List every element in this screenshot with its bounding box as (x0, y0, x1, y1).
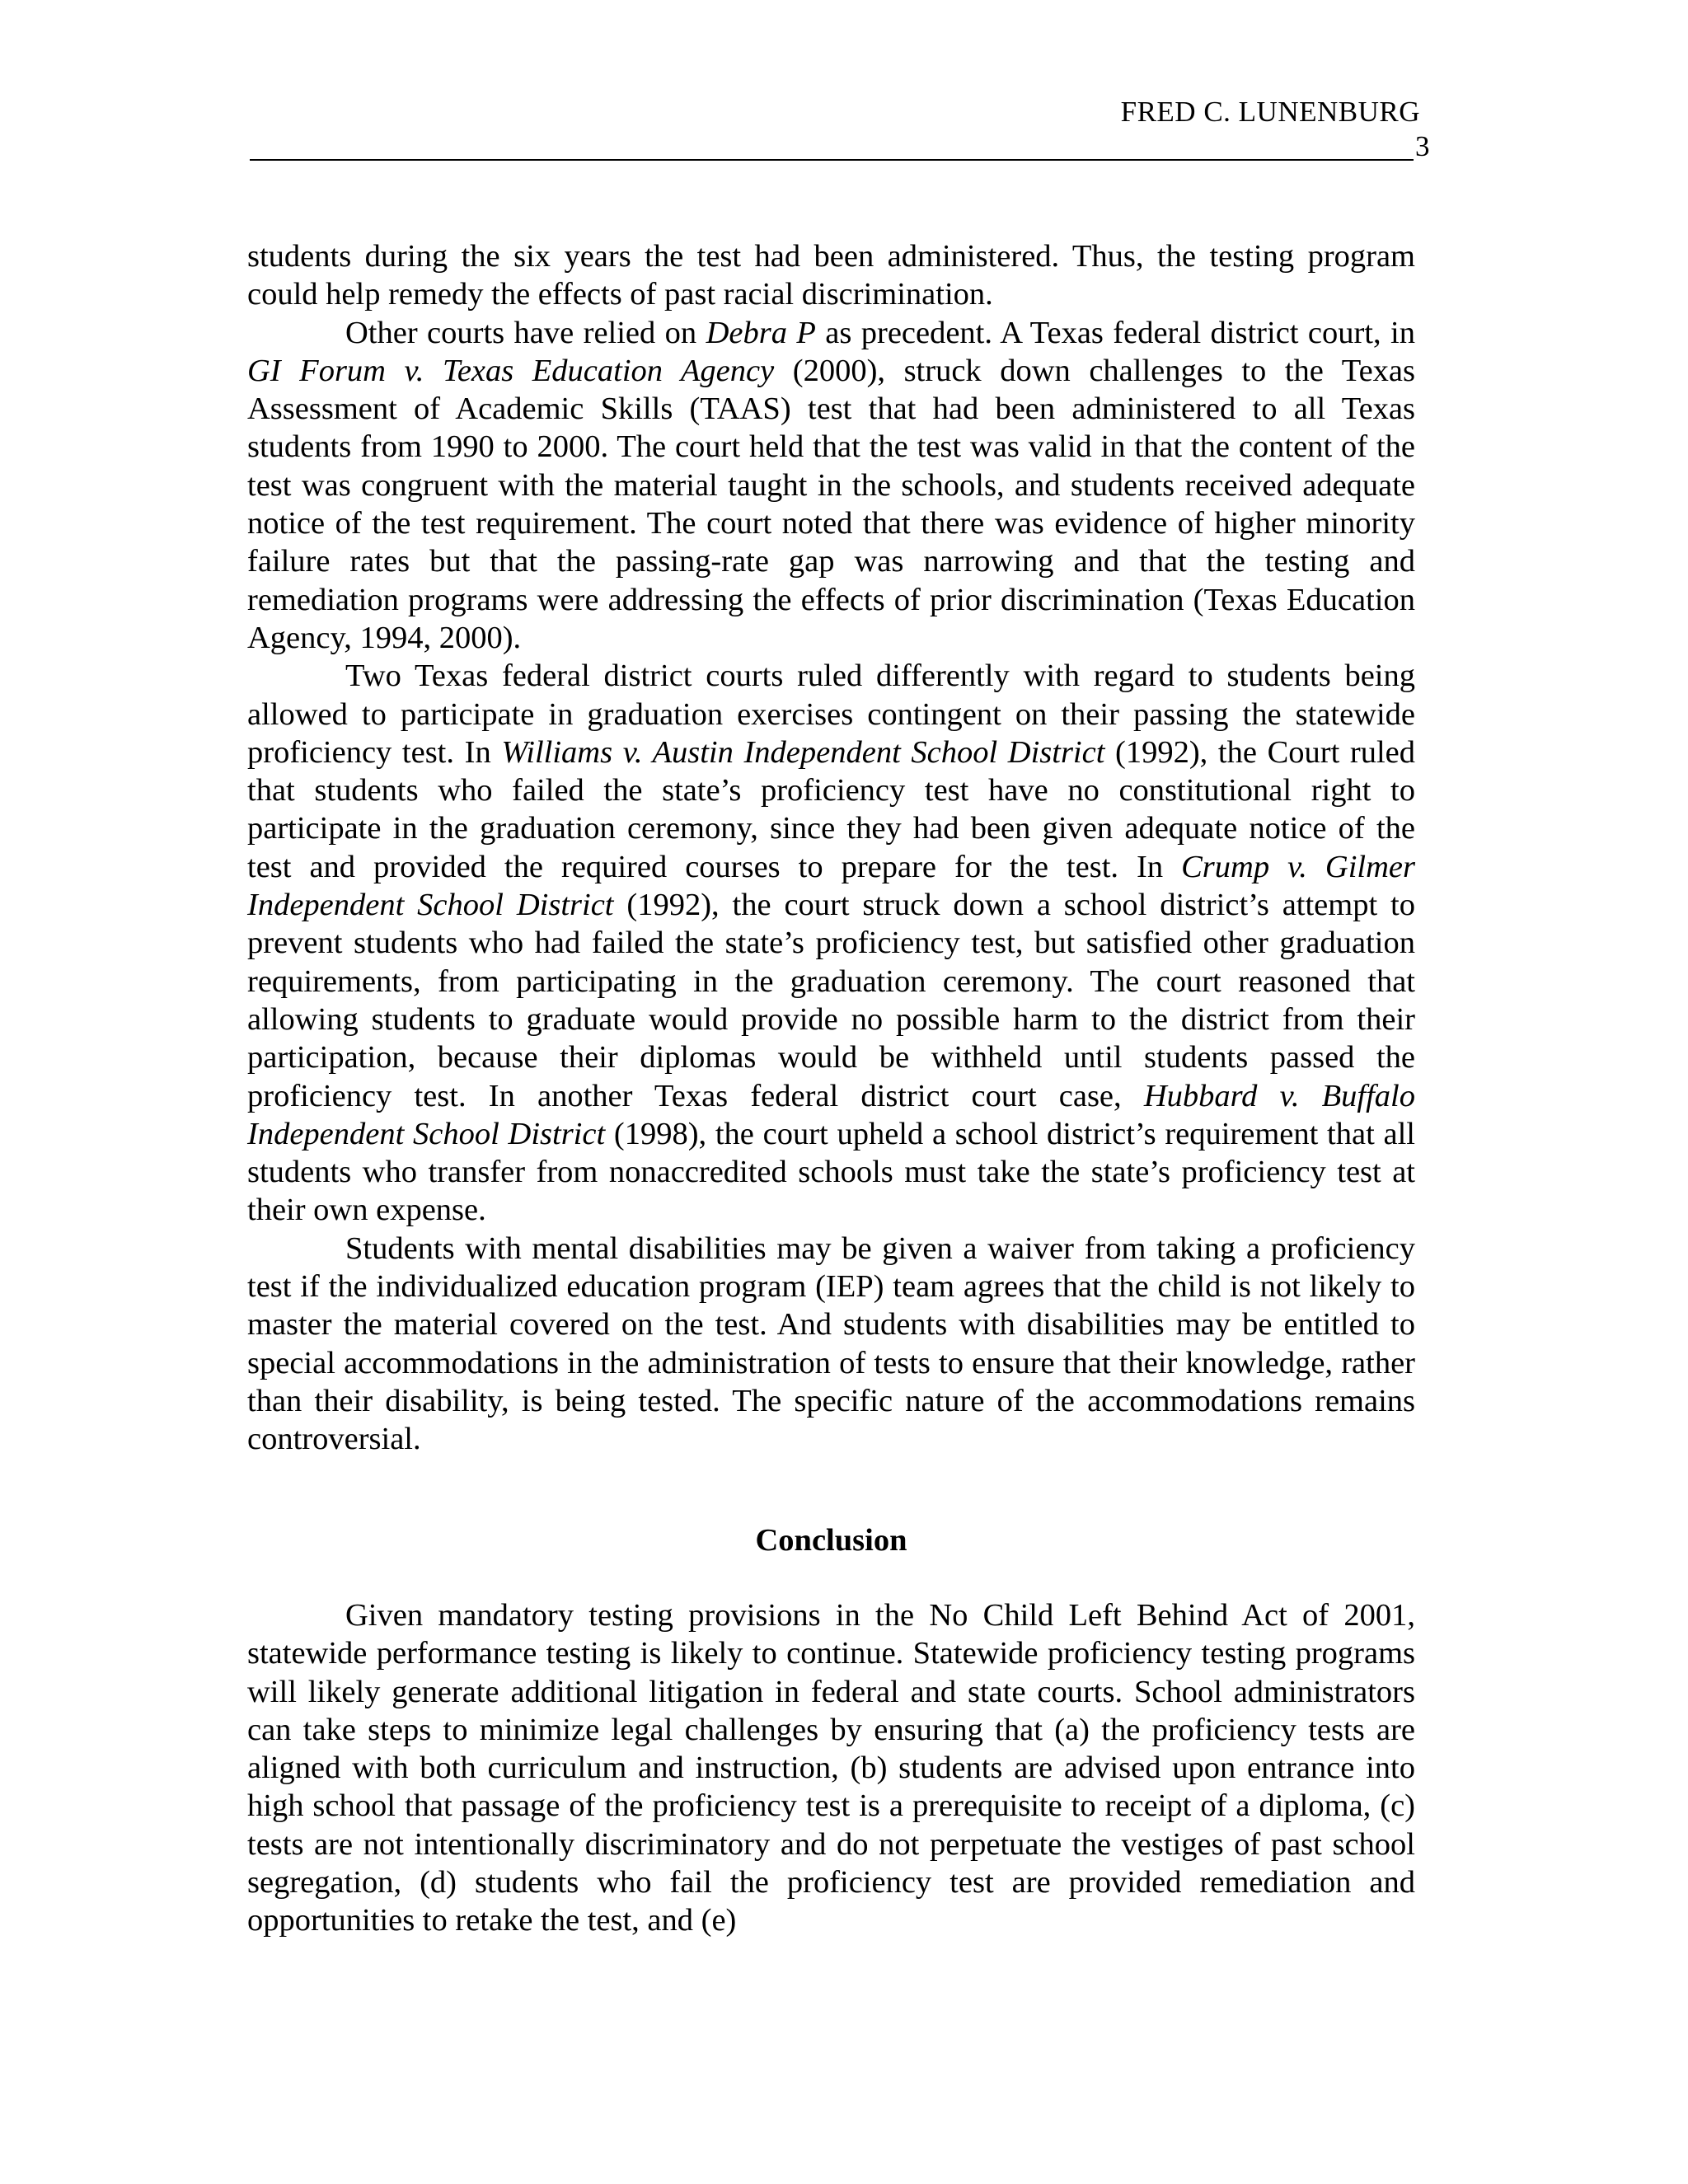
text-run: (2000), struck down challenges to the Texas Assessment of Academic Skills (TAAS) test that had been administered to all Texas students from 1990 to 2000. The court held that the test was valid in that the content of the test was congruent with the material taught in the schools, and students received adequate notice of the test requirement. The court noted that there was evidence of higher minority failure rates but that the passing-rate gap was narrowing and that the testing and remediation programs were addressing the effects of prior discrimination (Texas Education Agency, 1994, 2000). (247, 353, 1415, 655)
section-heading-conclusion: Conclusion (755, 1523, 907, 1558)
text-run: Two Texas federal district courts ruled differently with regard to students being allowed to participate in graduation exercises contingent on their passing the statewide proficiency test. In (247, 658, 1415, 770)
paragraph-debra-p (247, 314, 1415, 658)
text-run: (1992), the court struck down a school district’s attempt to prevent students who had failed the state’s proficiency test, but satisfied other graduation requirements, from participating in the graduation ceremony. The court reasoned that allowing students to graduate would provide no possible harm to the district from their participation, because their diplomas would be withheld until students passed the proficiency test. In another Texas federal district court case, (247, 888, 1415, 1113)
text-run: (1992), the Court ruled that students who failed the state’s proficiency test have no constitutional right to participate in the graduation ceremony, since they had been given adequate notice of the test and provided the required courses to prepare for the test. In (247, 734, 1415, 884)
case-citation: Crump v. Gilmer Independent School District (247, 849, 1415, 923)
page-number: 3 (1415, 130, 1430, 162)
running-header-author: FRED C. LUNENBURG (1120, 96, 1420, 128)
case-citation: Hubbard v. Buffalo Independent School District (247, 1078, 1416, 1151)
text-run: (1998), the court upheld a school district’s requirement that all students who transfer from nonaccredited schools must take the state’s proficiency test at their own expense. (247, 1116, 1415, 1228)
paragraph-conclusion: Given mandatory testing provisions in the No Child Left Behind Act of 2001, statewide performance testing is likely to continue. Statewide proficiency testing programs will likely generate additional litigation in federal and state courts. School administrators can take steps to minimize legal challenges by ensuring that (a) the proficiency tests are aligned with both curriculum and instruction, (b) students are advised upon entrance into high school that passage of the proficiency test is a prerequisite to receipt of a diploma, (c) tests are not intentionally discriminatory and do not perpetuate the vestiges of past school segregation, (d) students who fail the proficiency test are provided remediation and opportunities to retake the test, and (e) (247, 1598, 1415, 1938)
case-citation: GI Forum v. Texas Education Agency (247, 353, 775, 388)
paragraph-graduation-exercises (247, 657, 1415, 1229)
case-citation: Williams v. Austin Independent School District (501, 734, 1105, 770)
header-rule (250, 159, 1414, 161)
conclusion-text (247, 1596, 1415, 1940)
case-citation: Debra P (706, 315, 816, 350)
body-text (247, 237, 1415, 1459)
text-run: as precedent. A Texas federal district court, in (815, 315, 1415, 350)
text-run: Other courts have relied on (345, 315, 706, 350)
paragraph-disabilities: Students with mental disabilities may be given a waiver from taking a proficiency test if the individualized education program (IEP) team agrees that the child is not likely to master the material covered on the test. And students with disabilities may be entitled to special accommodations in the administration of tests to ensure that their knowledge, rather than their disability, is being tested. The specific nature of the accommodations remains controversial. (247, 1230, 1415, 1457)
paragraph-continuation: students during the six years the test had been administered. Thus, the testing program could help remedy the effects of past racial discrimination. (247, 239, 1415, 312)
